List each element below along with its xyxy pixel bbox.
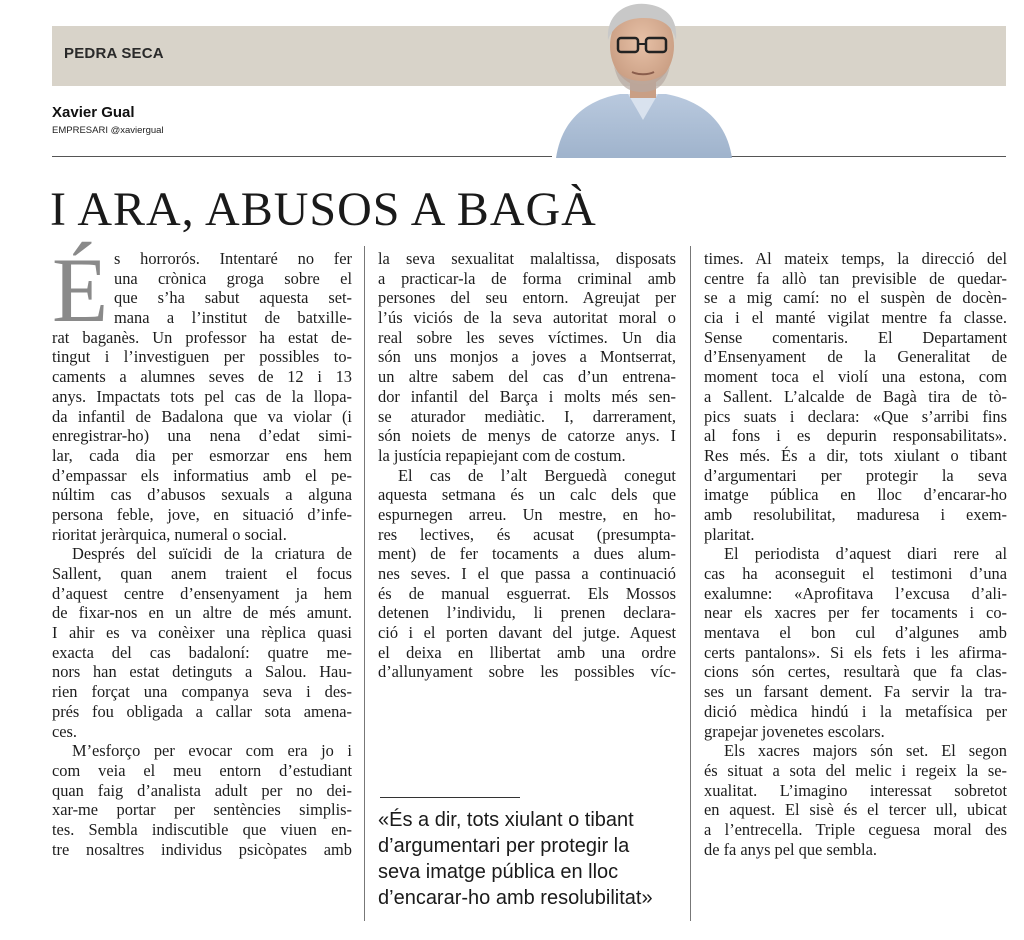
- text-line: certs pantalons». Si els fets i les afirma-: [704, 642, 1007, 662]
- pull-quote-line: «És a dir, tots xiulant o tibant: [378, 809, 634, 831]
- text-line: cas ha aconseguit el testimoni d’una: [704, 564, 1007, 583]
- text-line: la seva sexualitat malaltissa, disposats: [378, 249, 676, 268]
- text-line: persona feble, jove, en situació d’infe-: [52, 504, 352, 524]
- text-line: a Sallent. L’alcalde de Bagà tira de tò-: [704, 386, 1007, 406]
- text-line: aquesta setmana és un calc dels que: [378, 485, 676, 505]
- text-line: I ahir es va conèixer una rèplica quasi: [52, 623, 352, 643]
- text-line: detenen l’individu, li prenen declara-: [378, 603, 676, 623]
- text-line: pics suats i declara: «Que s’arribi fins: [704, 406, 1007, 426]
- text-line: en aquest. El sisè és el tercer ull, ubicat: [704, 800, 1007, 820]
- text-line: d’argumentari per protegir la seva: [704, 465, 1007, 485]
- text-line: un altre sabem del cas d’un entrena-: [378, 367, 676, 387]
- header-rule-left: [52, 156, 552, 157]
- text-line: lar, cada dia per esmorzar ens hem: [52, 445, 352, 465]
- text-line: cions són certes, resultarà que fa clas-: [704, 662, 1007, 682]
- text-line: d’aquest centre d’ensenyament ja hem: [52, 583, 352, 603]
- text-line: rioritat jeràrquica, numeral o social.: [52, 524, 287, 544]
- text-line: grapejar jovenetes escolars.: [704, 721, 885, 741]
- text-line: Sense comentaris. El Departament: [704, 327, 1007, 347]
- text-line: s horrorós. Intentaré no fer: [114, 249, 352, 268]
- pull-quote-line: seva imatge pública en lloc: [378, 861, 619, 883]
- text-line: near els xacres per fer tocaments i co-: [704, 603, 1007, 623]
- text-line: amb resolubilitat, maduresa i exem-: [704, 504, 1007, 524]
- text-line: moment toca el violí una estona, com: [704, 367, 1007, 387]
- article-column-2: [378, 249, 676, 682]
- text-line: una crònica groga sobre el: [114, 268, 352, 288]
- text-line: imatge pública en lloc d’encarar-ho: [704, 485, 1007, 505]
- text-line: dició mèdica hindú i la metafísica per: [704, 701, 1007, 721]
- text-line: Després del suïcidi de la criatura de: [72, 544, 352, 564]
- headline: I ARA, ABUSOS A BAGÀ: [50, 183, 597, 236]
- author-name: Xavier Gual: [52, 104, 135, 121]
- text-line: centre fa allò tan previsible de quedar-: [704, 268, 1007, 288]
- text-line: nors han estat detinguts a Salou. Hau-: [52, 662, 352, 682]
- text-line: quan faig d’analista adult per no dei-: [52, 780, 352, 800]
- text-line: El cas de l’alt Berguedà conegut: [398, 465, 676, 485]
- text-line: res lectives, és acusat (presumpta-: [378, 524, 676, 544]
- text-line: el deixa en llibertat amb una ordre: [378, 642, 676, 662]
- text-line: d’allunyament sobre les possibles víc-: [378, 662, 676, 682]
- text-line: són uns monjos a joves a Montserrat,: [378, 347, 676, 367]
- text-line: tes. Sembla indiscutible que viuen en-: [52, 819, 352, 839]
- column-divider: [690, 246, 691, 921]
- text-line: de fa anys pel que sembla.: [704, 839, 877, 859]
- text-line: M’esforço per evocar com era jo i: [72, 741, 352, 761]
- text-line: caments a alumnes seves de 12 i 13: [52, 367, 352, 387]
- section-banner: [52, 26, 1006, 86]
- text-line: anys. Impactats tots pel cas de la llopa-: [52, 386, 352, 406]
- pull-quote-line: d’encarar-ho amb resolubilitat»: [378, 887, 653, 909]
- text-line: d’empassar els informatius amb el pe-: [52, 465, 352, 485]
- text-line: mana a l’institut de batxille-: [114, 308, 352, 328]
- text-line: enregistrar-ho) una nena d’edat simi-: [52, 426, 352, 446]
- section-label: PEDRA SECA: [64, 45, 164, 62]
- text-line: que s’ha sabut aquesta set-: [114, 288, 352, 308]
- text-line: a l’entrecella. Triple ceguesa moral des: [704, 819, 1007, 839]
- text-line: ment) de fer tocaments a dues alum-: [378, 544, 676, 564]
- text-line: núltim cas d’abusos sexuals a alguna: [52, 485, 352, 505]
- text-line: times. Al mateix temps, la direcció del: [704, 249, 1007, 268]
- text-line: rien forçat una companya seva i des-: [52, 682, 352, 702]
- text-line: exacta del cas badaloní: quatre me-: [52, 642, 352, 662]
- text-line: real sobre les seves víctimes. Un dia: [378, 327, 676, 347]
- text-line: se aturador mediàtic. I, darrerament,: [378, 406, 676, 426]
- text-line: xualitat. L’imagino interessat sobretot: [704, 780, 1007, 800]
- text-line: com veia el meu entorn d’estudiant: [52, 760, 352, 780]
- text-line: se a mig camí: no el suspèn de docèn-: [704, 288, 1007, 308]
- text-line: mentava el bon cul d’algunes amb: [704, 623, 1007, 643]
- column-divider: [364, 246, 365, 921]
- text-line: espurnegen arreu. Un mestre, en ho-: [378, 504, 676, 524]
- text-line: ció i el porten davant del jutge. Aquest: [378, 623, 676, 643]
- text-line: tingut i l’investiguen per possibles to-: [52, 347, 352, 367]
- author-role: EMPRESARI @xaviergual: [52, 125, 164, 136]
- text-line: és de manual esguerrat. Els Mossos: [378, 583, 676, 603]
- text-line: nes seves. I el que passa a continuació: [378, 564, 676, 583]
- text-line: Els xacres majors són set. El segon: [724, 741, 1007, 761]
- text-line: de fixar-nos en un altre de més amunt.: [52, 603, 352, 623]
- article-column-3: [704, 249, 1007, 859]
- text-line: l’ús viciós de la seva autoritat moral o: [378, 308, 676, 328]
- pull-quote: [378, 807, 678, 911]
- text-line: la justícia repapiejant com de costum.: [378, 445, 626, 465]
- header-rule-right: [730, 156, 1006, 157]
- pull-quote-rule: [380, 797, 520, 798]
- drop-cap: É: [52, 239, 109, 341]
- text-line: al fons i es depurin responsabilitats».: [704, 426, 1007, 446]
- text-line: són noiets de menys de catorze anys. I: [378, 426, 676, 446]
- text-line: persones del seu entorn. Agreujat per: [378, 288, 676, 308]
- author-photo: [548, 0, 738, 158]
- text-line: ces.: [52, 721, 78, 741]
- text-line: El periodista d’aquest diari rere al: [724, 544, 1007, 564]
- text-line: cia i el manté vigilat mentre fa classe.: [704, 308, 1007, 328]
- text-line: da infantil de Badalona que va violar (i: [52, 406, 352, 426]
- pull-quote-line: d’argumentari per protegir la: [378, 835, 630, 857]
- text-line: plaritat.: [704, 524, 755, 544]
- text-line: ses un farsant dement. Fa servir la tra-: [704, 682, 1007, 702]
- text-line: Sallent, quan anem traient el focus: [52, 564, 352, 583]
- article-column-1: [52, 249, 352, 859]
- text-line: dor infantil del Barça i molts més sen-: [378, 386, 676, 406]
- text-line: rat baganès. Un professor ha estat de-: [52, 327, 352, 347]
- text-line: Res més. És a dir, tots xiulant o tibant: [704, 445, 1007, 465]
- text-line: prés fou obligada a callar sota amena-: [52, 701, 352, 721]
- text-line: d’Ensenyament de la Generalitat de: [704, 347, 1007, 367]
- text-line: és situat a sota del melic i regeix la se-: [704, 760, 1007, 780]
- text-line: xar-me portar per sentències simplis-: [52, 800, 352, 820]
- text-line: tre nosaltres individus psicòpates amb: [52, 839, 352, 859]
- text-line: exalumne: «Aprofitava l’excusa d’ali-: [704, 583, 1007, 603]
- text-line: a practicar-la de forma criminal amb: [378, 268, 676, 288]
